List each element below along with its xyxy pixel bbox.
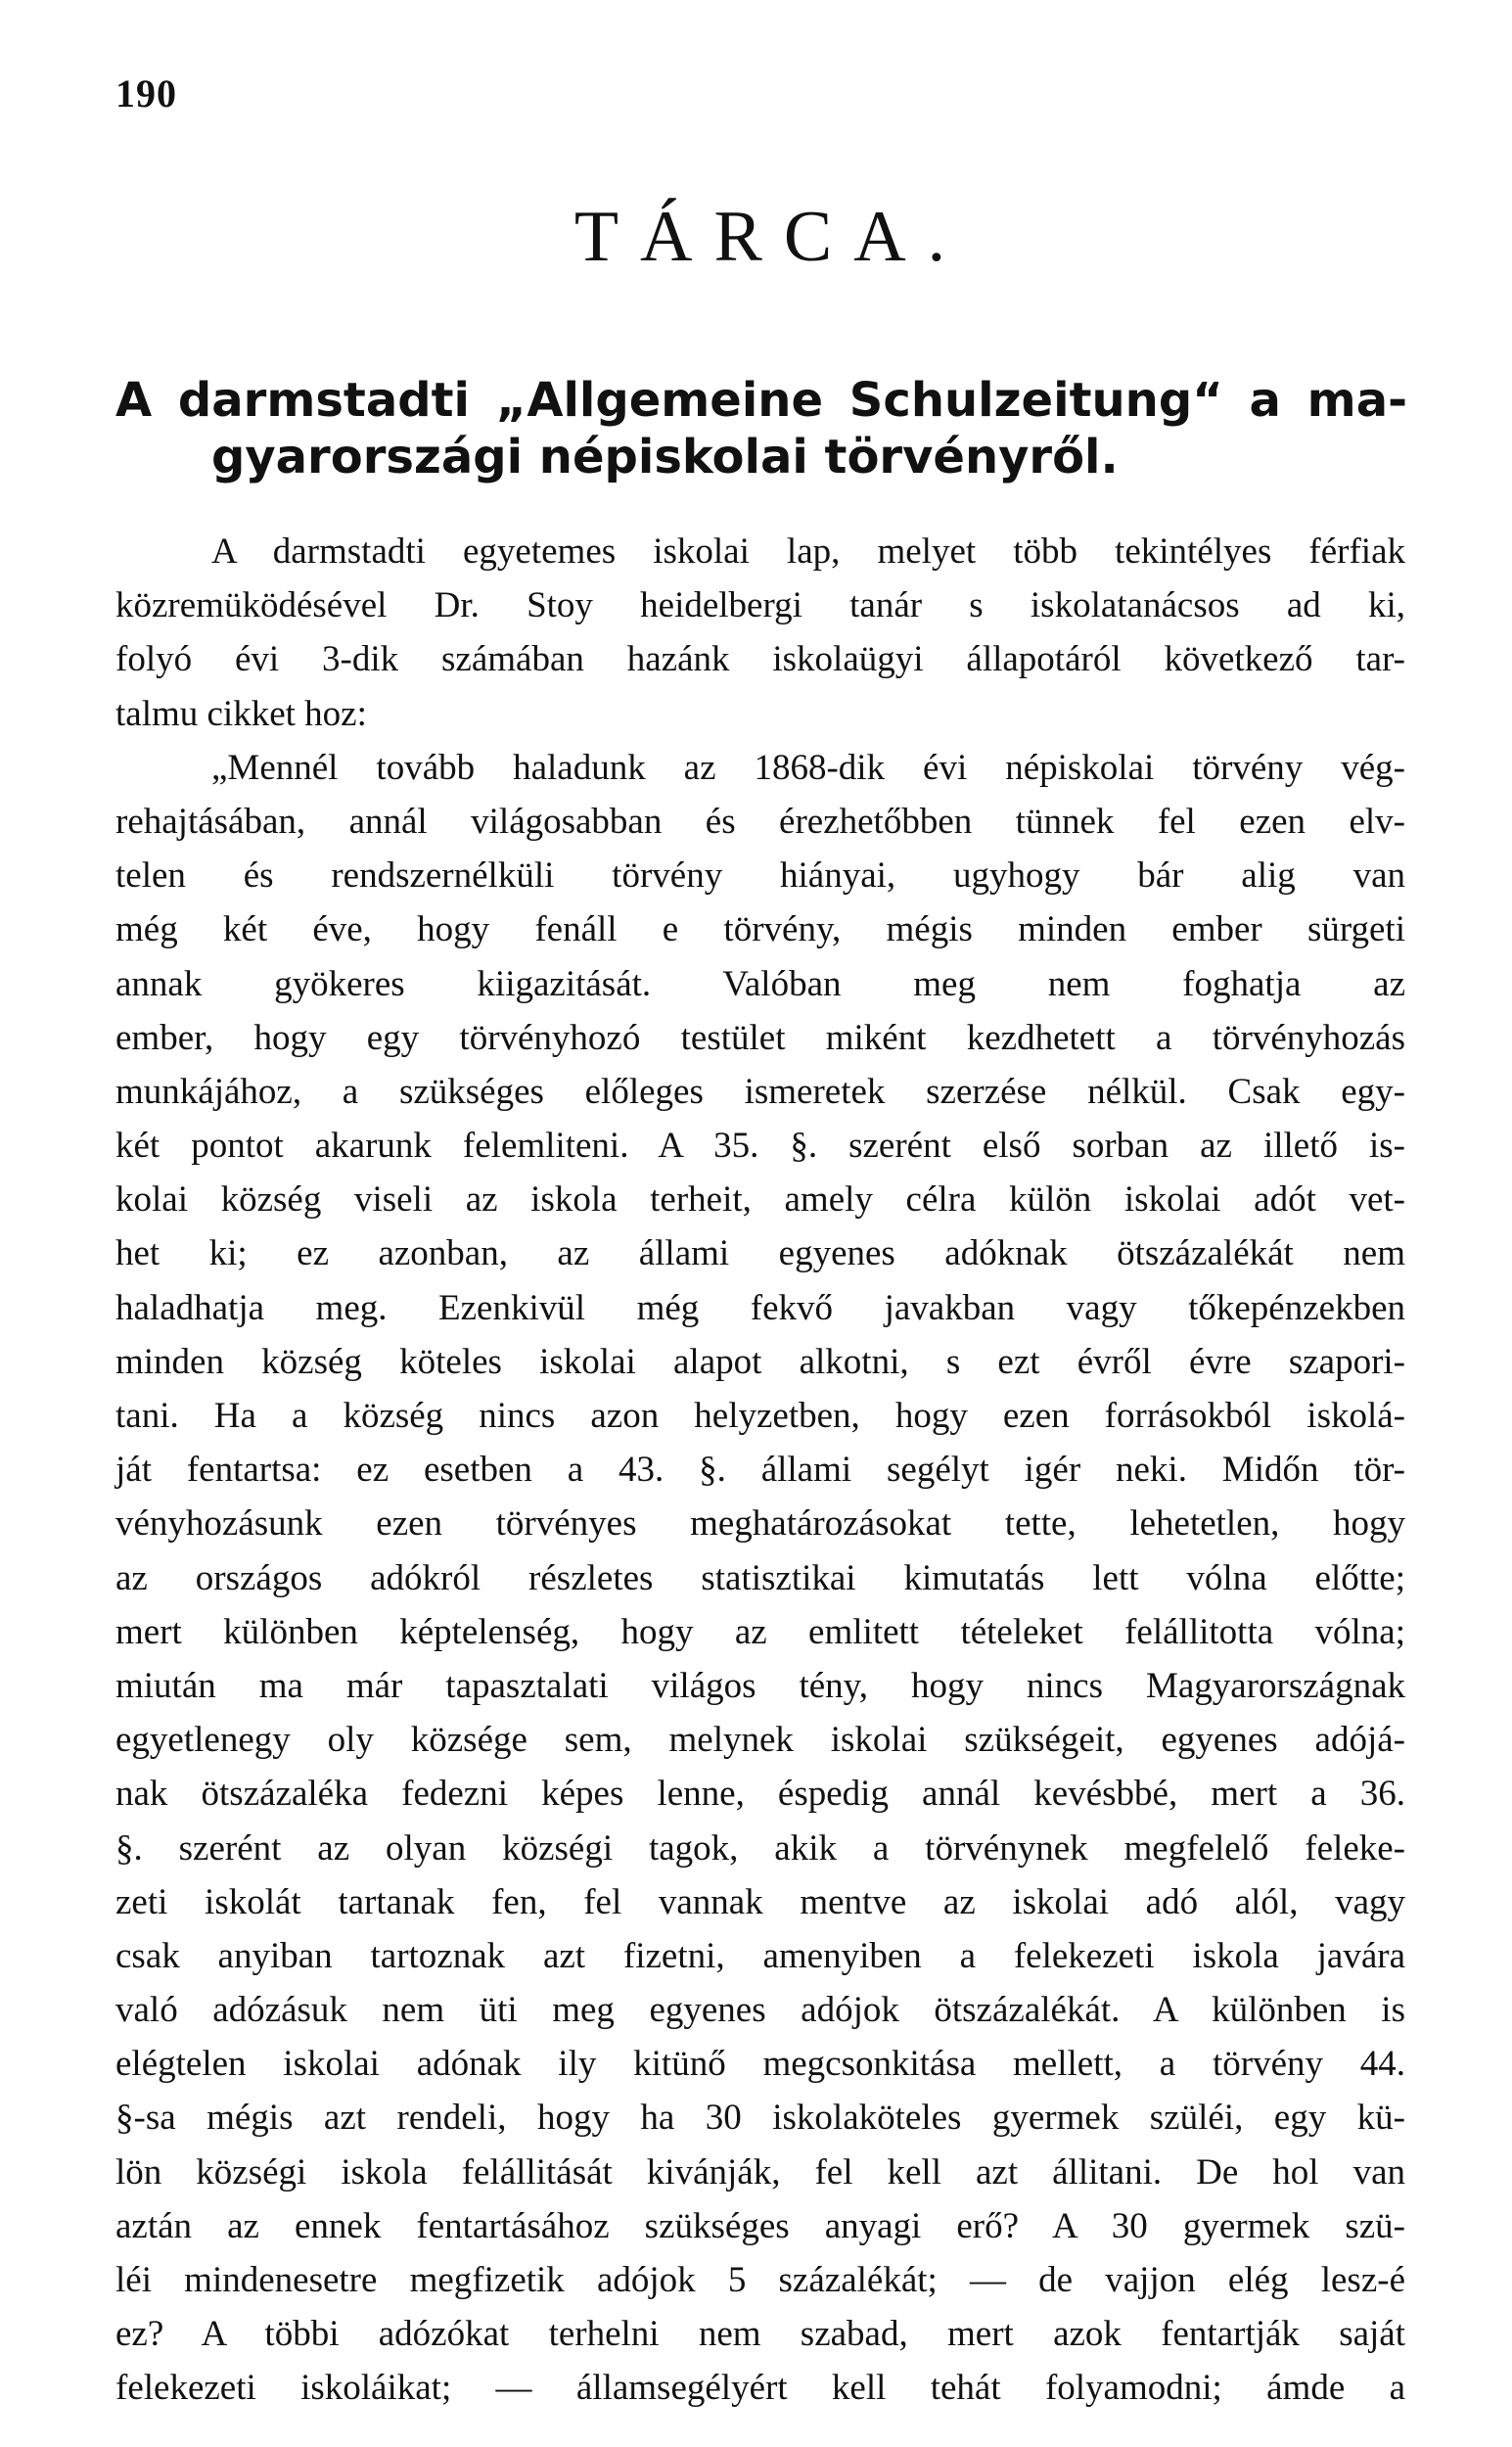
text-line: vényhozásunk ezen törvényes meghatározásokat tette, lehetetlen, hogy <box>115 1503 1405 1545</box>
text-line: talmu cikket hoz: <box>115 693 367 734</box>
text-line: az országos adókról részletes statisztikai kimutatás lett vólna előtte; <box>115 1557 1405 1598</box>
text-line: való adózásuk nem üti meg egyenes adójok ötszázalékát. A különben is <box>115 1990 1405 2031</box>
text-line: folyó évi 3-dik számában hazánk iskolaügyi állapotáról következő tar- <box>115 639 1405 680</box>
text-line: minden község köteles iskolai alapot alkotni, s ezt évről évre szapori- <box>115 1341 1405 1382</box>
text-line: egyetlenegy oly községe sem, melynek iskolai szükségeit, egyenes adójá- <box>115 1720 1405 1761</box>
text-line: két pontot akarunk felemliteni. A 35. §. szerént első sorban az illető is- <box>115 1126 1405 1167</box>
text-line: ez? A többi adózókat terhelni nem szabad, mert azok fentartják saját <box>115 2314 1405 2355</box>
text-line: haladhatja meg. Ezenkivül még fekvő javakban vagy tőkepénzekben <box>115 1287 1405 1328</box>
text-line: miután ma már tapasztalati világos tény, hogy nincs Magyarországnak <box>115 1665 1405 1706</box>
text-line: léi mindenesetre megfizetik adójok 5 százalékát; — de vajjon elég lesz-é <box>115 2260 1405 2300</box>
text-line: „Mennél tovább haladunk az 1868-dik évi népiskolai törvény vég- <box>211 747 1405 788</box>
text-line: A darmstadti egyetemes iskolai lap, melyet több tekintélyes férfiak <box>211 531 1405 572</box>
section-title: TÁRCA. <box>573 197 968 277</box>
text-line: nak ötszázaléka fedezni képes lenne, éspedig annál kevésbbé, mert a 36. <box>115 1774 1405 1815</box>
text-line: aztán az ennek fentartásához szükséges anyagi erő? A 30 gyermek szü- <box>115 2205 1405 2246</box>
article-body <box>115 525 1405 2416</box>
text-line: munkájához, a szükséges előleges ismeretek szerzése nélkül. Csak egy- <box>115 1071 1405 1112</box>
text-line: §. szerént az olyan községi tagok, akik a törvénynek megfelelő feleke- <box>115 1827 1405 1869</box>
article-heading <box>115 372 1407 485</box>
text-line: tani. Ha a község nincs azon helyzetben, hogy ezen forrásokból iskolá- <box>115 1396 1405 1436</box>
text-line: közremüködésével Dr. Stoy heidelbergi tanár s iskolatanácsos ad ki, <box>115 585 1405 626</box>
text-line: lön községi iskola felállitását kivánják, fel kell azt állitani. De hol van <box>115 2151 1405 2193</box>
page-number: 190 <box>115 71 177 115</box>
text-line: felekezeti iskoláikat; — államsegélyért kell tehát folyamodni; ámde a <box>115 2368 1405 2409</box>
heading-line-1: A darmstadti „Allgemeine Schulzeitung“ a ma- <box>115 373 1407 428</box>
text-line: még két éve, hogy fenáll e törvény, mégis minden ember sürgeti <box>115 909 1405 950</box>
text-line: annak gyökeres kiigazitását. Valóban meg nem foghatja az <box>115 963 1405 1004</box>
text-line: mert különben képtelenség, hogy az emlitett tételeket felállitotta vólna; <box>115 1611 1405 1652</box>
text-line: het ki; ez azonban, az állami egyenes adóknak ötszázalékát nem <box>115 1233 1405 1274</box>
text-line: telen és rendszernélküli törvény hiányai, ugyhogy bár alig van <box>115 855 1405 897</box>
heading-line-2: gyarországi népiskolai törvényről. <box>211 430 1119 485</box>
text-line: ember, hogy egy törvényhozó testület miként kezdhetett a törvényhozás <box>115 1017 1405 1058</box>
text-line: ját fentartsa: ez esetben a 43. §. állami segélyt igér neki. Midőn tör- <box>115 1450 1405 1491</box>
text-line: elégtelen iskolai adónak ily kitünő megcsonkitása mellett, a törvény 44. <box>115 2044 1405 2085</box>
text-line: rehajtásában, annál világosabban és érezhetőbben tünnek fel ezen elv- <box>115 801 1405 842</box>
text-line: zeti iskolát tartanak fen, fel vannak mentve az iskolai adó alól, vagy <box>115 1881 1405 1922</box>
text-line: kolai község viseli az iskola terheit, amely célra külön iskolai adót vet- <box>115 1179 1405 1221</box>
text-line: §-sa mégis azt rendeli, hogy ha 30 iskolaköteles gyermek szüléi, egy kü- <box>115 2098 1405 2139</box>
text-line: csak anyiban tartoznak azt fizetni, amenyiben a felekezeti iskola javára <box>115 1935 1405 1976</box>
